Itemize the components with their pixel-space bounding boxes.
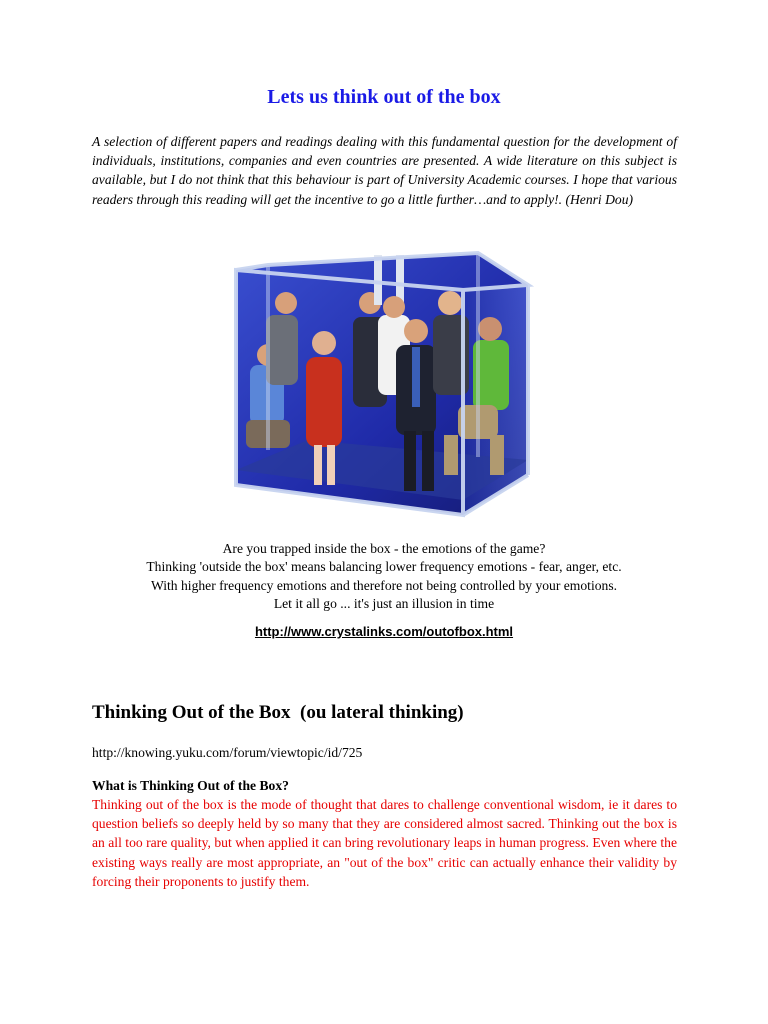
people-trapped-in-glass-box-illustration (228, 245, 550, 525)
caption-line-1: Are you trapped inside the box - the emotions of the game? (222, 541, 546, 556)
people-in-box-image (228, 245, 550, 525)
question-heading: What is Thinking Out of the Box? (92, 778, 289, 793)
page-title: Lets us think out of the box (267, 86, 501, 108)
caption-line-4: Let it all go ... it's just an illusion in time (273, 596, 495, 612)
intro-paragraph: A selection of different papers and readings dealing with this fundamental question for the development of individuals, institutions, companies and even countries are presented. A wide literature on this subject is available, but I do not think that this behaviour is part of University Academic courses. I hope that various readers through this reading will get the incentive to go a little further…and to apply!. (Henri Dou) (92, 134, 677, 207)
source-url: http://knowing.yuku.com/forum/viewtopic/id/725 (92, 745, 363, 760)
crystalinks-link[interactable]: http://www.crystalinks.com/outofbox.html (254, 624, 514, 639)
answer-paragraph: Thinking out of the box is the mode of thought that dares to challenge conventional wisdom, ie it dares to question beliefs so deeply held by so many that they are considered almost sacred. Thinking out the box is an all too rare quality, but when applied it can bring revolutionary leaps in human progress. Even where the existing ways really are most appropriate, an "out of the box" critic can actually enhance their validity by forcing their proponents to justify them. (92, 797, 677, 889)
caption-line-3: With higher frequency emotions and therefore not being controlled by your emotions. (150, 577, 618, 593)
caption-line-2: Thinking 'outside the box' means balancing lower frequency emotions - fear, anger, etc. (146, 559, 622, 575)
section-heading: Thinking Out of the Box (ou lateral thinking) (92, 702, 464, 723)
image-caption (0, 540, 768, 614)
